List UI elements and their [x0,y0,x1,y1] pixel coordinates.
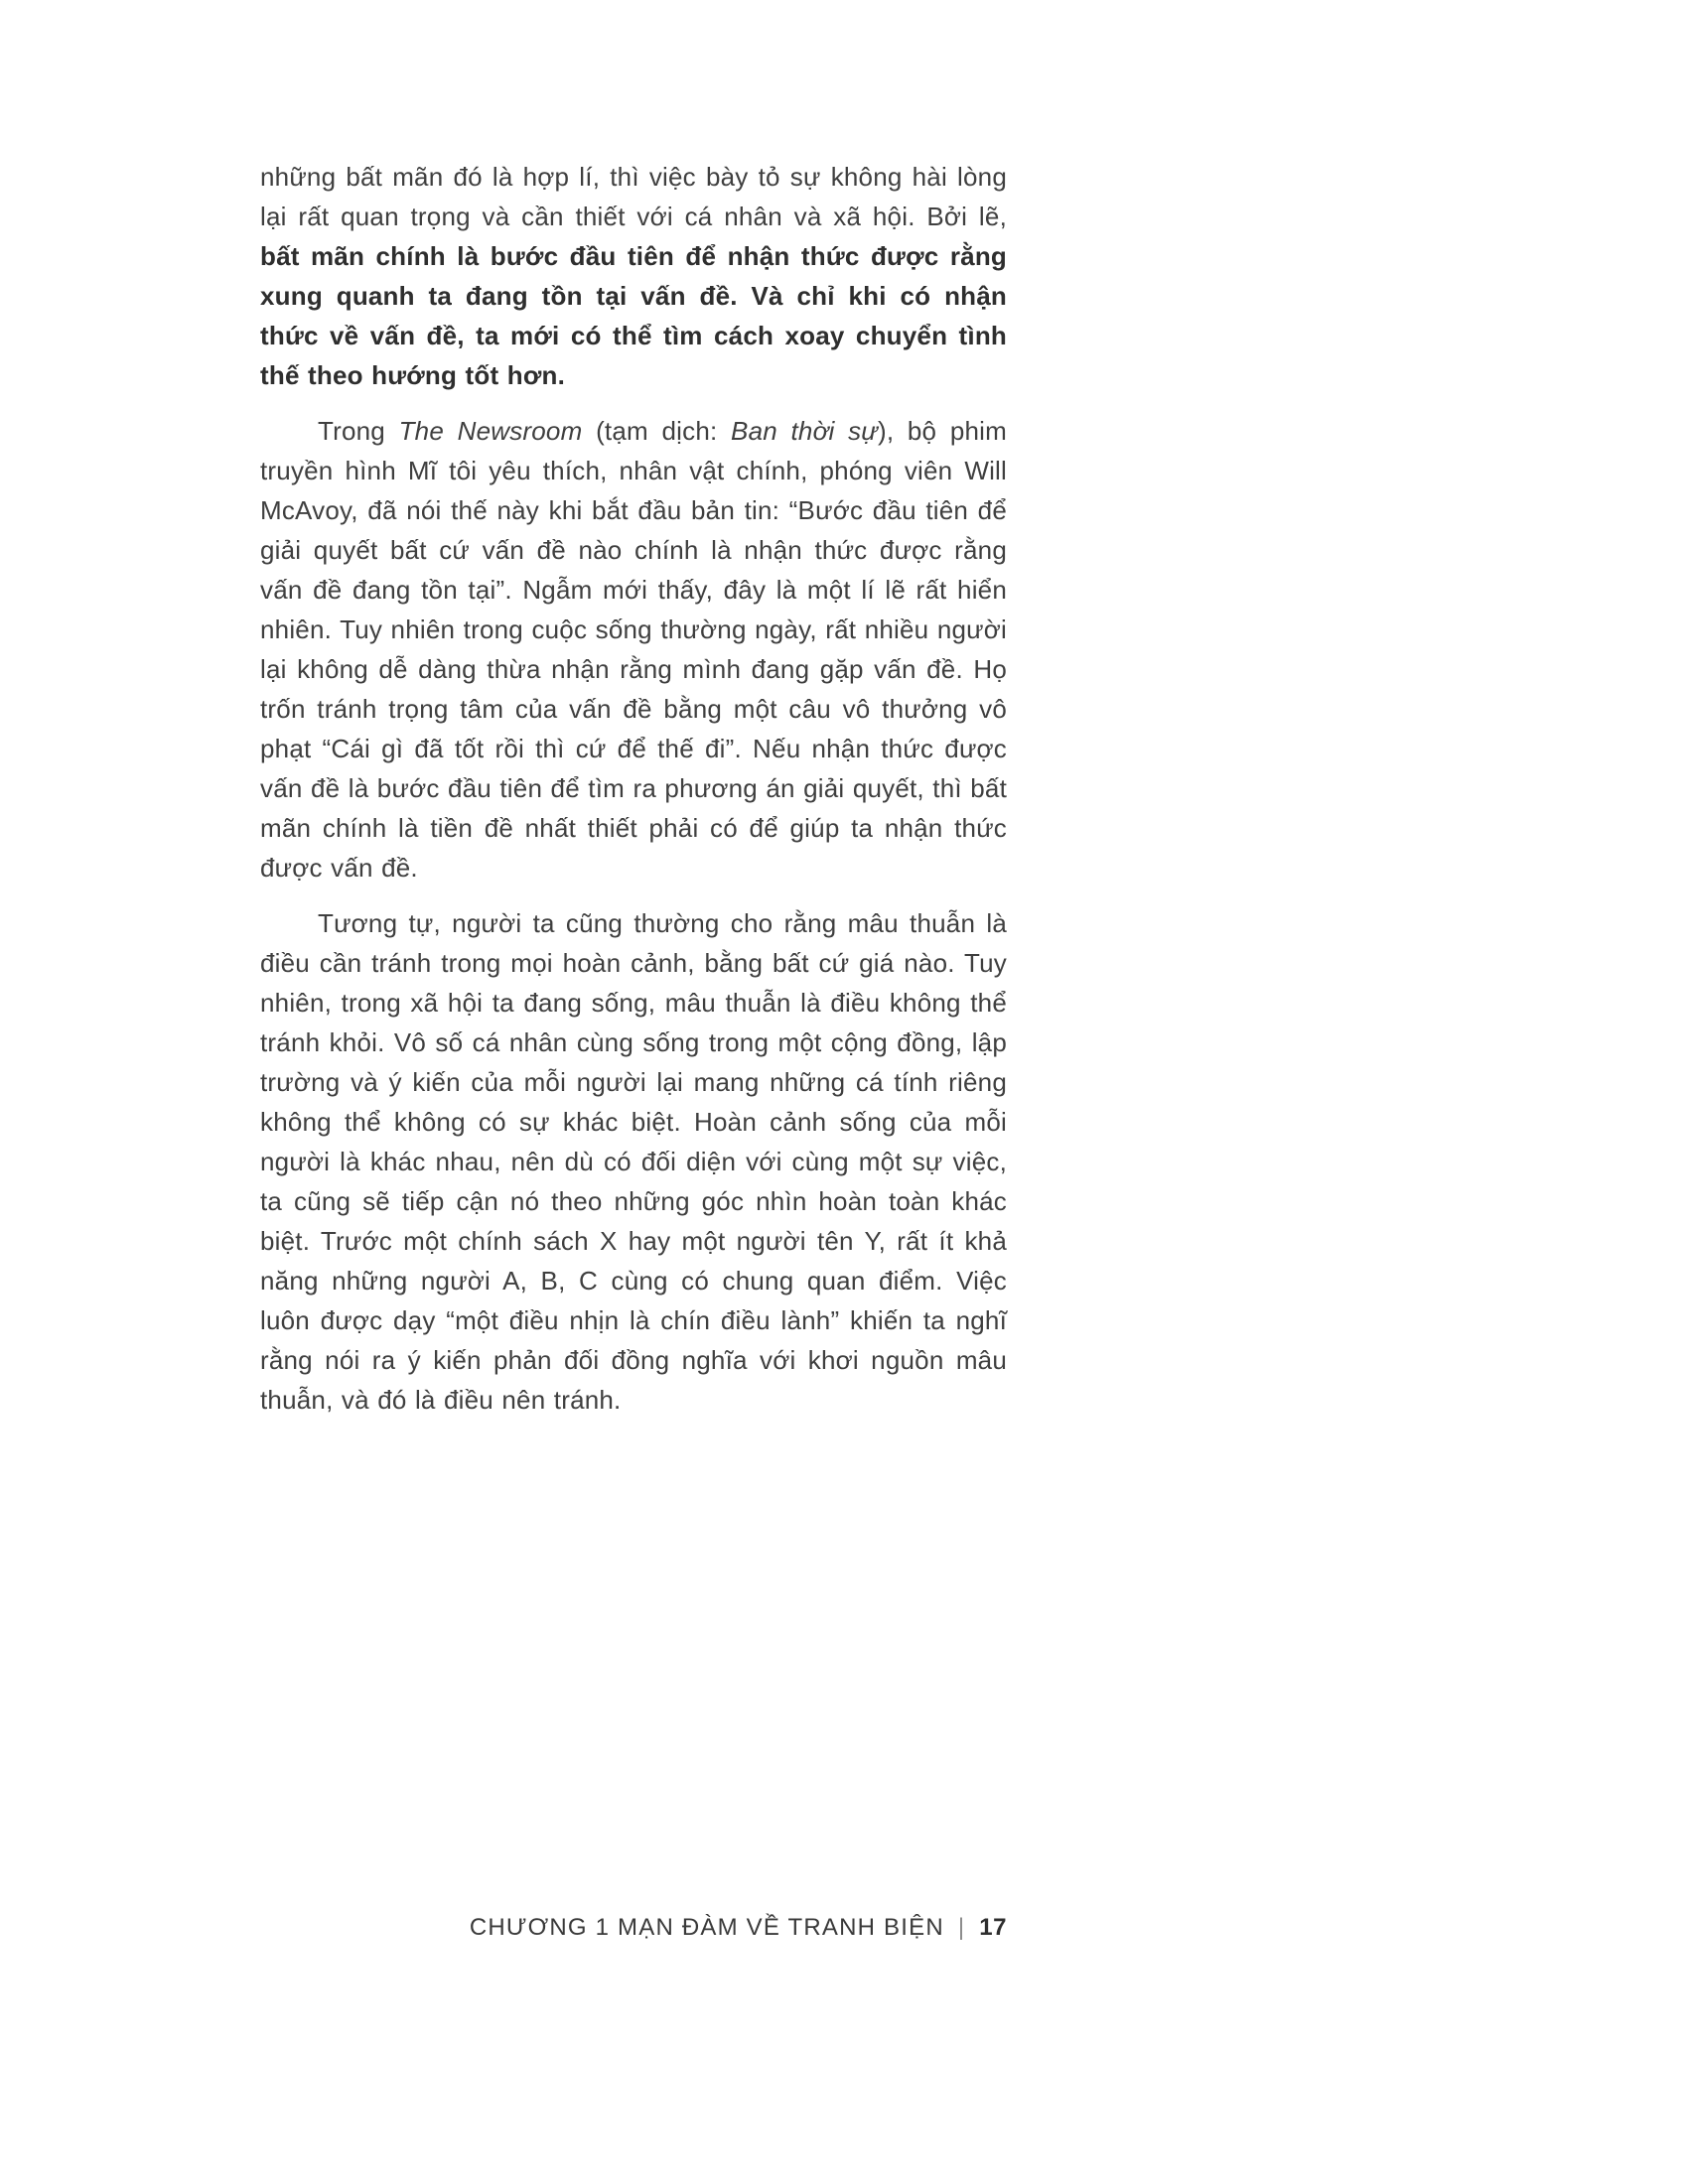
text-segment-bold: bất mãn chính là bước đầu tiên để nhận thức được rằng xung quanh ta đang tồn tại vấn đề. Và chỉ khi có nhận thức về vấn đề, ta mới có thể tìm cách xoay chuyển tình thế theo hướng tốt hơn. [260,241,1007,390]
paragraph [260,157,1007,395]
paragraph [260,411,1007,887]
text-segment: Trong [318,416,399,446]
page-footer [260,1914,1007,1942]
text-segment-italic: Ban thời sự [731,416,878,446]
footer-page-number: 17 [979,1914,1007,1941]
text-segment: những bất mãn đó là hợp lí, thì việc bày tỏ sự không hài lòng lại rất quan trọng và cần thiết với cá nhân và xã hội. Bởi lẽ, [260,162,1007,231]
footer-chapter-title: CHƯƠNG 1 MẠN ĐÀM VỀ TRANH BIỆN [469,1914,944,1941]
footer-separator: | [957,1914,966,1941]
paragraph [260,903,1007,1420]
text-segment: Tương tự, người ta cũng thường cho rằng mâu thuẫn là điều cần tránh trong mọi hoàn cảnh, bằng bất cứ giá nào. Tuy nhiên, trong xã hội ta đang sống, mâu thuẫn là điều không thể tránh khỏi. Vô số cá nhân cùng sống trong một cộng đồng, lập trường và ý kiến của mỗi người lại mang những cá tính riêng không thể không có sự khác biệt. Hoàn cảnh sống của mỗi người là khác nhau, nên dù có đối diện với cùng một sự việc, ta cũng sẽ tiếp cận nó theo những góc nhìn hoàn toàn khác biệt. Trước một chính sách X hay một người tên Y, rất ít khả năng những người A, B, C cùng có chung quan điểm. Việc luôn được dạy “một điều nhịn là chín điều lành” khiến ta nghĩ rằng nói ra ý kiến phản đối đồng nghĩa với khơi nguồn mâu thuẫn, và đó là điều nên tránh. [260,908,1007,1415]
text-segment: (tạm dịch: [582,416,732,446]
text-segment: ), bộ phim truyền hình Mĩ tôi yêu thích, nhân vật chính, phóng viên Will McAvoy, đã nói thế này khi bắt đầu bản tin: “Bước đầu tiên để giải quyết bất cứ vấn đề nào chính là nhận thức được rằng vấn đề đang tồn tại”. Ngẫm mới thấy, đây là một lí lẽ rất hiển nhiên. Tuy nhiên trong cuộc sống thường ngày, rất nhiều người lại không dễ dàng thừa nhận rằng mình đang gặp vấn đề. Họ trốn tránh trọng tâm của vấn đề bằng một câu vô thưởng vô phạt “Cái gì đã tốt rồi thì cứ để thế đi”. Nếu nhận thức được vấn đề là bước đầu tiên để tìm ra phương án giải quyết, thì bất mãn chính là tiền đề nhất thiết phải có để giúp ta nhận thức được vấn đề. [260,416,1007,883]
text-segment-italic: The Newsroom [398,416,583,446]
body-text [260,157,1007,1435]
